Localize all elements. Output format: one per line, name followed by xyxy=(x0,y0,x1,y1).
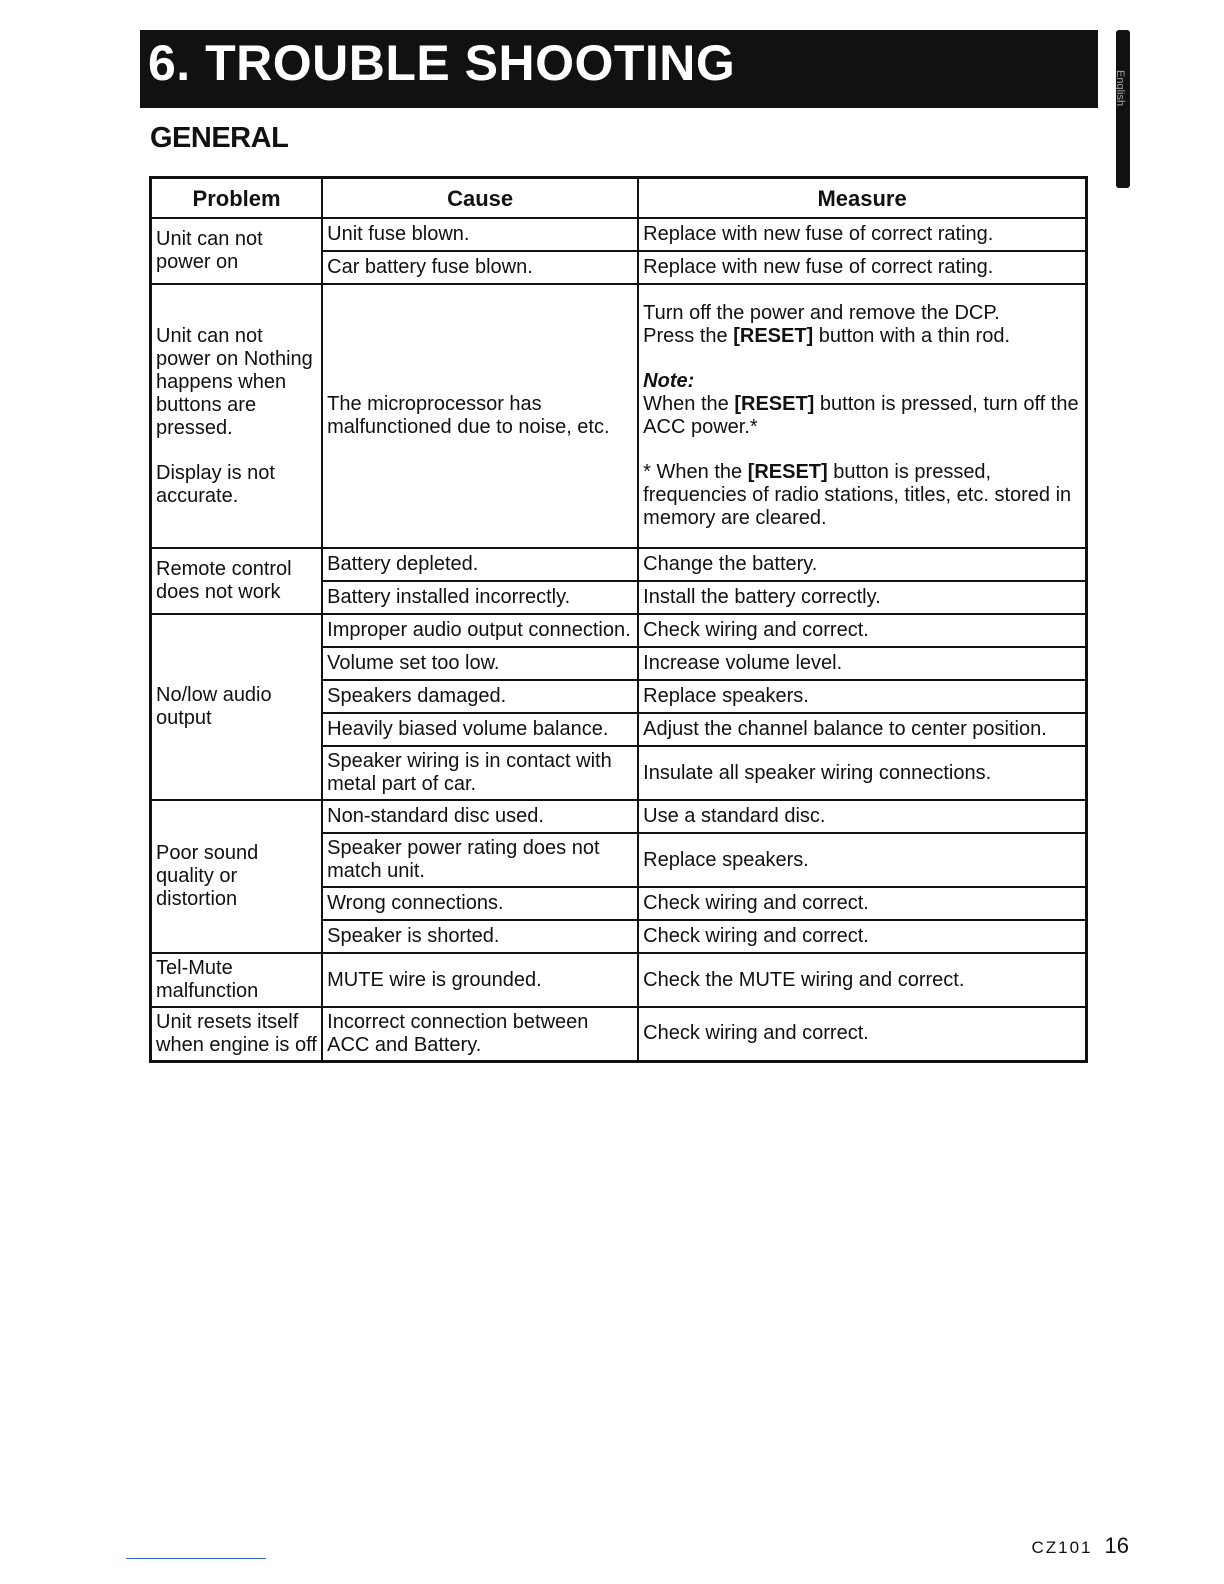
problem-cell: No/low audio output xyxy=(151,614,323,800)
note-label: Note: xyxy=(643,370,695,392)
cause-cell: Battery installed incorrectly. xyxy=(322,581,638,614)
header-cause: Cause xyxy=(322,178,638,219)
cause-cell: Unit fuse blown. xyxy=(322,218,638,251)
measure-line: Turn off the power and remove the DCP. xyxy=(643,302,1000,324)
footnote-text xyxy=(643,461,1081,530)
reset-label: [RESET] xyxy=(733,325,814,347)
cause-cell: Wrong connections. xyxy=(322,887,638,920)
note-text xyxy=(643,393,1081,439)
measure-cell: Check wiring and correct. xyxy=(638,920,1086,953)
problem-cell: Remote control does not work xyxy=(151,548,323,614)
measure-cell: Check wiring and correct. xyxy=(638,1007,1086,1061)
table-row xyxy=(151,218,1087,251)
note-text-part: When the xyxy=(643,393,735,415)
table-row xyxy=(151,548,1087,581)
cause-cell: Speaker is shorted. xyxy=(322,920,638,953)
header-problem: Problem xyxy=(151,178,323,219)
table-row xyxy=(151,284,1087,548)
measure-cell: Adjust the channel balance to center position. xyxy=(638,713,1086,746)
measure-cell xyxy=(638,284,1086,548)
page-number: 16 xyxy=(1104,1533,1129,1558)
language-tab-label: English xyxy=(1114,70,1126,107)
problem-text: Display is not accurate. xyxy=(156,461,275,507)
measure-text: Press the xyxy=(643,325,734,347)
chapter-title: 6. TROUBLE SHOOTING xyxy=(148,35,736,91)
measure-cell: Insulate all speaker wiring connections. xyxy=(638,746,1086,800)
problem-cell: Unit resets itself when engine is off xyxy=(151,1007,323,1061)
cause-cell: MUTE wire is grounded. xyxy=(322,953,638,1007)
measure-cell: Replace with new fuse of correct rating. xyxy=(638,218,1086,251)
reset-label: [RESET] xyxy=(734,393,815,415)
cause-cell: Non-standard disc used. xyxy=(322,800,638,833)
problem-text: Unit can not power on Nothing happens when buttons are pressed. xyxy=(156,324,313,439)
measure-cell: Use a standard disc. xyxy=(638,800,1086,833)
footer-rule xyxy=(126,1558,266,1559)
measure-cell: Check the MUTE wiring and correct. xyxy=(638,953,1086,1007)
footnote-part: button is pressed, frequencies of radio stations, titles, etc. stored in memory are cleared. xyxy=(643,461,1072,529)
measure-cell: Replace with new fuse of correct rating. xyxy=(638,251,1086,284)
measure-cell: Change the battery. xyxy=(638,548,1086,581)
measure-cell: Replace speakers. xyxy=(638,680,1086,713)
cause-cell: Speaker power rating does not match unit. xyxy=(322,833,638,887)
cause-cell: Improper audio output connection. xyxy=(322,614,638,647)
page-footer xyxy=(1031,1533,1129,1559)
problem-cell: Poor sound quality or distortion xyxy=(151,800,323,953)
measure-line xyxy=(643,325,1081,348)
table-header-row xyxy=(151,178,1087,219)
table-row xyxy=(151,614,1087,647)
cause-cell: Incorrect connection between ACC and Battery. xyxy=(322,1007,638,1061)
measure-cell: Increase volume level. xyxy=(638,647,1086,680)
table-row xyxy=(151,953,1087,1007)
section-title: GENERAL xyxy=(150,122,289,154)
cause-cell: Volume set too low. xyxy=(322,647,638,680)
troubleshooting-table xyxy=(149,176,1088,1063)
problem-cell: Tel-Mute malfunction xyxy=(151,953,323,1007)
cause-cell: Battery depleted. xyxy=(322,548,638,581)
measure-cell: Replace speakers. xyxy=(638,833,1086,887)
header-measure: Measure xyxy=(638,178,1086,219)
measure-cell: Check wiring and correct. xyxy=(638,887,1086,920)
cause-cell: Speakers damaged. xyxy=(322,680,638,713)
measure-text: button with a thin rod. xyxy=(813,325,1011,347)
problem-cell: Unit can not power on xyxy=(151,218,323,284)
table-row xyxy=(151,800,1087,833)
footnote-part: * When the xyxy=(643,461,748,483)
measure-cell: Install the battery correctly. xyxy=(638,581,1086,614)
problem-cell xyxy=(151,284,323,548)
table-row xyxy=(151,1007,1087,1061)
model-number: CZ101 xyxy=(1031,1538,1093,1557)
chapter-title-bar xyxy=(140,30,1098,108)
cause-cell: Car battery fuse blown. xyxy=(322,251,638,284)
reset-label: [RESET] xyxy=(747,461,828,483)
note-text-part: button is pressed, turn off the ACC power.* xyxy=(643,393,1079,438)
language-side-tab xyxy=(1116,30,1130,188)
cause-cell: Heavily biased volume balance. xyxy=(322,713,638,746)
cause-cell: The microprocessor has malfunctioned due to noise, etc. xyxy=(322,284,638,548)
measure-cell: Check wiring and correct. xyxy=(638,614,1086,647)
cause-cell: Speaker wiring is in contact with metal part of car. xyxy=(322,746,638,800)
